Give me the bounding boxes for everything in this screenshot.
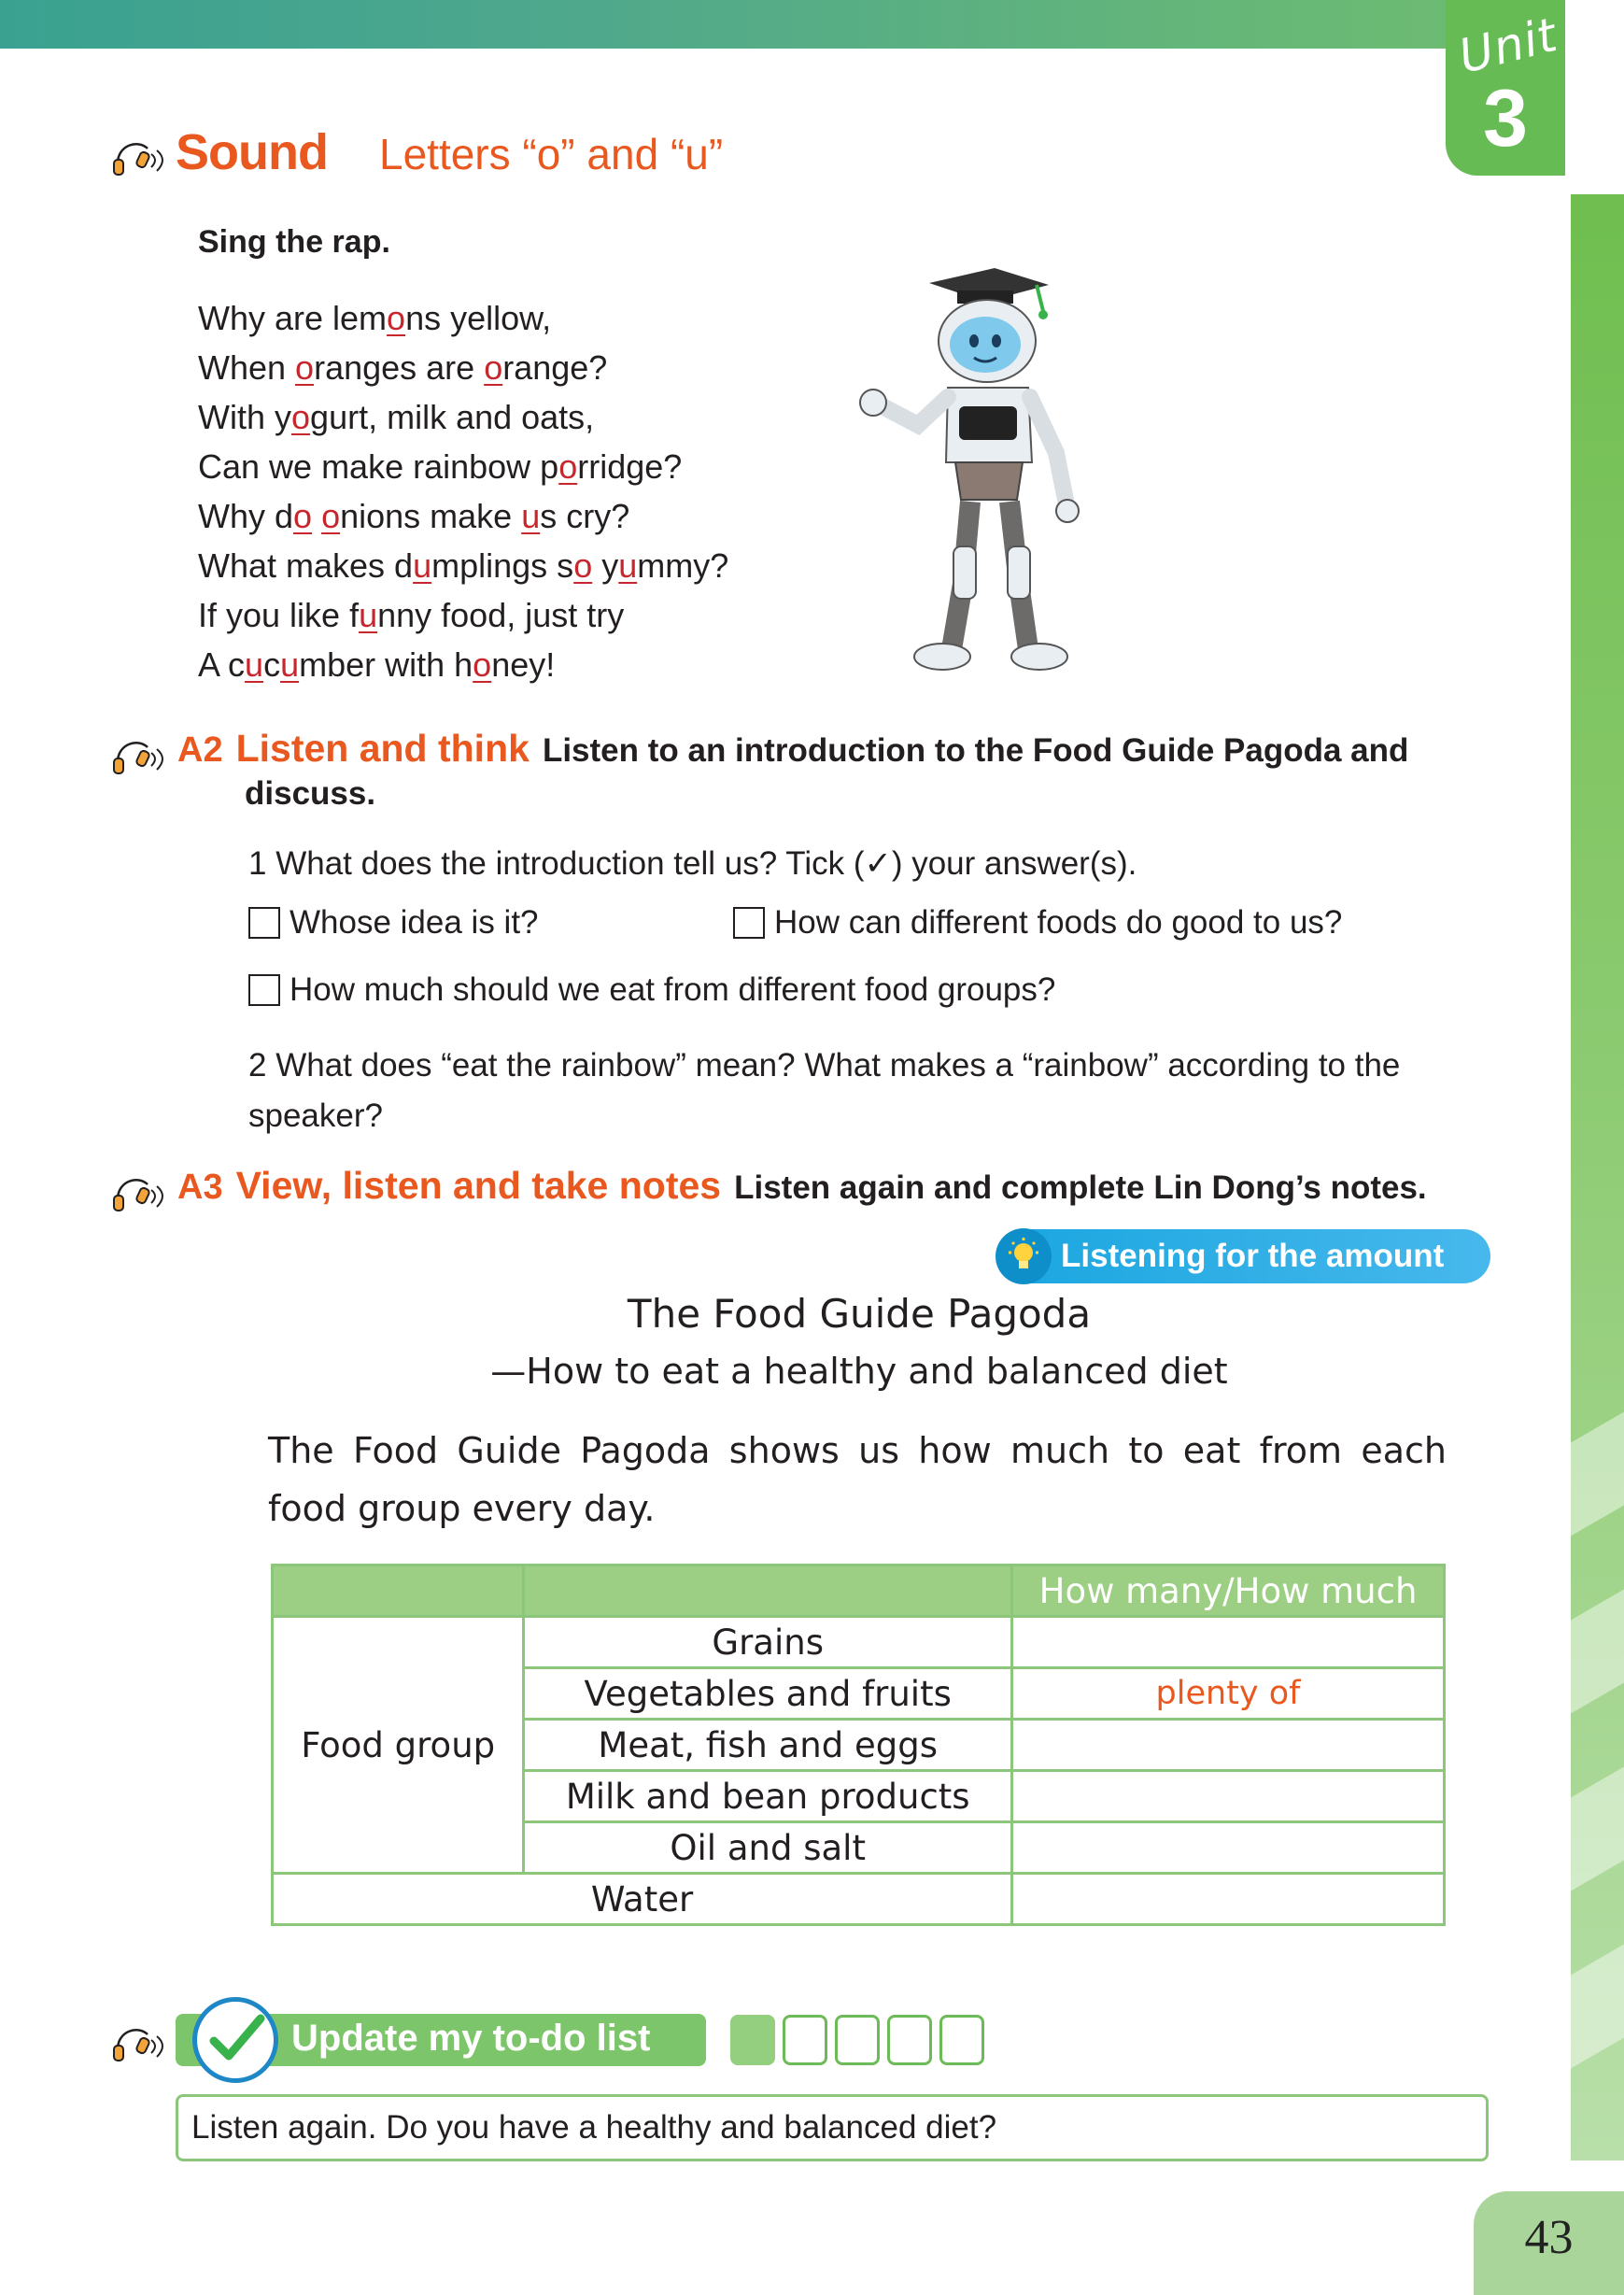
table-header-amount: How many/How much: [1012, 1565, 1445, 1617]
amount-cell[interactable]: plenty of: [1012, 1668, 1445, 1720]
rap-text-segment: What makes d: [198, 546, 414, 585]
option-whose-idea[interactable]: [248, 904, 539, 942]
headphones-icon[interactable]: [110, 135, 170, 178]
rap-line: [198, 293, 728, 343]
table-row: [273, 1617, 1445, 1668]
highlighted-letter: u: [521, 497, 541, 535]
rap-text-segment: Why are lem: [198, 299, 388, 337]
rap-text: [198, 293, 728, 689]
table-header-blank: [273, 1565, 524, 1617]
rap-text-segment: nions make: [340, 497, 522, 535]
food-group-table: [271, 1564, 1446, 1926]
sound-title: Sound: [176, 124, 328, 180]
highlighted-letter: o: [484, 348, 503, 387]
tick-checkbox[interactable]: [733, 907, 765, 939]
rap-line: [198, 343, 728, 392]
food-item: Vegetables and fruits: [524, 1668, 1012, 1720]
rap-text-segment: ranges are: [314, 348, 485, 387]
unit-tab: [1446, 0, 1565, 176]
unit-number: 3: [1483, 74, 1528, 163]
rap-line: [198, 590, 728, 640]
rap-text-segment: mber with h: [299, 645, 473, 684]
food-group-label: Food group: [273, 1617, 524, 1874]
rap-text-segment: If you like f: [198, 596, 360, 634]
rap-line: [198, 392, 728, 442]
rap-text-segment: range?: [502, 348, 608, 387]
rap-text-segment: gurt, milk and oats,: [310, 398, 595, 436]
notes-paragraph: The Food Guide Pagoda shows us how much to eat from each food group every day.: [268, 1430, 1447, 1529]
food-item: Meat, fish and eggs: [524, 1720, 1012, 1771]
progress-box[interactable]: [730, 2015, 775, 2065]
option-label: How can different foods do good to us?: [774, 904, 1343, 941]
amount-cell[interactable]: [1012, 1617, 1445, 1668]
side-decoration-strip: [1571, 194, 1624, 2160]
rap-text-segment: mplings s: [431, 546, 574, 585]
tip-badge: [997, 1229, 1490, 1283]
a3-code: A3: [177, 1168, 223, 1207]
headphones-icon[interactable]: [110, 1171, 170, 1214]
sound-subtitle: Letters “o” and “u”: [379, 130, 724, 178]
option-how-much[interactable]: [248, 971, 1055, 1009]
highlighted-letter: o: [558, 447, 578, 486]
progress-box[interactable]: [939, 2015, 984, 2065]
rap-text-segment: When: [198, 348, 296, 387]
rap-text-segment: s cry?: [540, 497, 630, 535]
rap-text-segment: [312, 497, 321, 535]
food-item-water: Water: [273, 1874, 1012, 1925]
highlighted-letter: u: [280, 645, 300, 684]
a2-instruction-cont: discuss.: [245, 775, 376, 812]
headphones-icon[interactable]: [110, 2021, 170, 2064]
rap-text-segment: Can we make rainbow p: [198, 447, 559, 486]
lightbulb-icon: [996, 1228, 1052, 1284]
highlighted-letter: o: [295, 348, 315, 387]
tick-checkbox[interactable]: [248, 907, 280, 939]
amount-cell[interactable]: [1012, 1771, 1445, 1822]
sing-instruction: Sing the rap.: [198, 224, 390, 260]
rap-line: [198, 491, 728, 541]
food-item: Milk and bean products: [524, 1771, 1012, 1822]
option-foods-good[interactable]: [733, 904, 1342, 942]
a2-header: [177, 727, 1408, 771]
tick-checkbox[interactable]: [248, 974, 280, 1006]
a2-instruction: Listen to an introduction to the Food Guide Pagoda and: [542, 732, 1409, 769]
table-header-row: [273, 1565, 1445, 1617]
highlighted-letter: u: [245, 645, 264, 684]
rap-text-segment: rridge?: [577, 447, 683, 486]
a2-question-1: 1 What does the introduction tell us? Tick (✓) your answer(s).: [248, 845, 1137, 882]
a3-name: View, listen and take notes: [235, 1164, 722, 1207]
highlighted-letter: u: [359, 596, 378, 634]
highlighted-letter: o: [573, 546, 593, 585]
rap-text-segment: ney!: [491, 645, 556, 684]
checkmark-icon: [192, 1997, 278, 2083]
rap-text-segment: ns yellow,: [405, 299, 552, 337]
rap-line: [198, 442, 728, 491]
amount-cell[interactable]: [1012, 1720, 1445, 1771]
a2-code: A2: [177, 730, 223, 770]
rap-text-segment: A c: [198, 645, 246, 684]
rap-text-segment: nny food, just try: [377, 596, 625, 634]
highlighted-letter: u: [618, 546, 638, 585]
rap-line: [198, 541, 728, 590]
todo-question: Listen again. Do you have a healthy and balanced diet?: [176, 2094, 1489, 2161]
amount-cell[interactable]: [1012, 1874, 1445, 1925]
progress-box[interactable]: [783, 2015, 827, 2065]
rap-text-segment: c: [263, 645, 281, 684]
a2-question-2: 2 What does “eat the rainbow” mean? What makes a “rainbow” according to the speaker?: [248, 1047, 1401, 1134]
rap-text-segment: y: [592, 546, 619, 585]
progress-box[interactable]: [887, 2015, 932, 2065]
page-number: 43: [1474, 2191, 1624, 2295]
highlighted-letter: u: [413, 546, 432, 585]
highlighted-letter: o: [473, 645, 492, 684]
progress-box[interactable]: [835, 2015, 880, 2065]
table-header-blank: [524, 1565, 1012, 1617]
option-label: Whose idea is it?: [289, 904, 539, 941]
tip-text: Listening for the amount: [1061, 1238, 1445, 1274]
food-item: Oil and salt: [524, 1822, 1012, 1874]
rap-text-segment: With y: [198, 398, 292, 436]
a3-header: [177, 1164, 1427, 1208]
option-label: How much should we eat from different food groups?: [289, 971, 1056, 1008]
robot-illustration: [845, 266, 1116, 677]
top-banner: [0, 0, 1457, 49]
food-item: Grains: [524, 1617, 1012, 1668]
todo-label: Update my to-do list: [291, 2018, 651, 2059]
highlighted-letter: o: [321, 497, 341, 535]
rap-line: [198, 640, 728, 689]
notes-title: The Food Guide Pagoda: [627, 1291, 1092, 1337]
rap-text-segment: Why d: [198, 497, 294, 535]
rap-text-segment: mmy?: [637, 546, 729, 585]
highlighted-letter: o: [293, 497, 313, 535]
highlighted-letter: o: [291, 398, 311, 436]
highlighted-letter: o: [387, 299, 406, 337]
amount-cell[interactable]: [1012, 1822, 1445, 1874]
a3-instruction: Listen again and complete Lin Dong’s notes.: [734, 1169, 1427, 1206]
table-row: [273, 1874, 1445, 1925]
a2-name: Listen and think: [235, 727, 530, 770]
headphones-icon[interactable]: [110, 734, 170, 777]
notes-subtitle: —How to eat a healthy and balanced diet: [490, 1351, 1228, 1392]
unit-word: Unit: [1453, 7, 1563, 84]
